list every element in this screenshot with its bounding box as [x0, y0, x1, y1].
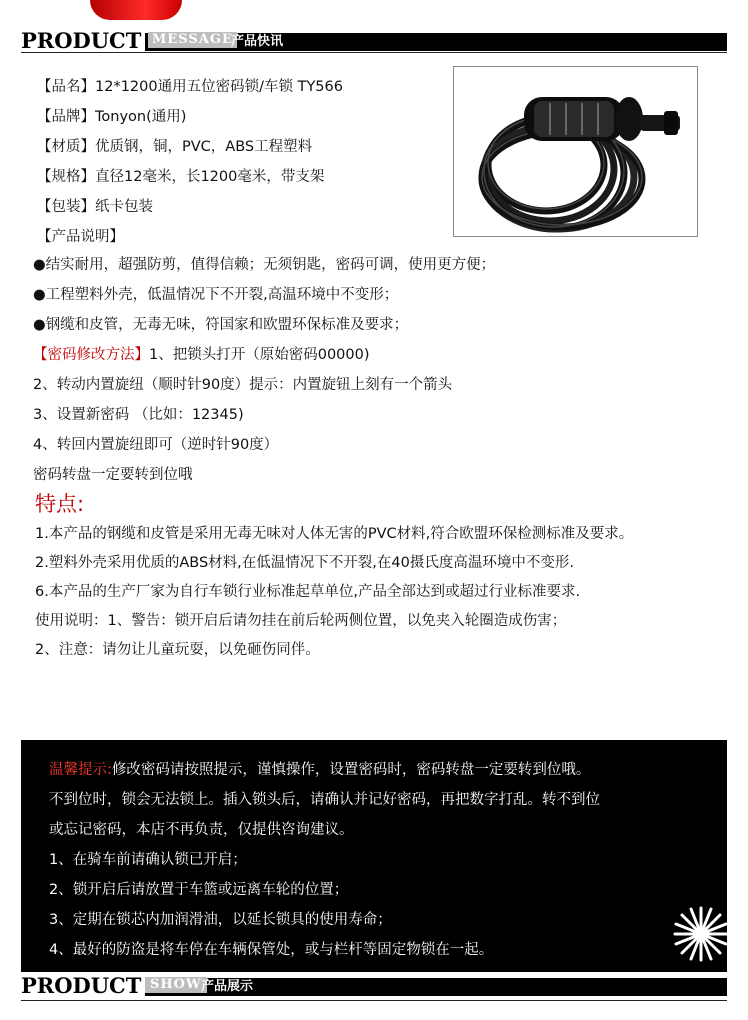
tips-item: 4、最好的防盗是将车停在车辆保管处，或与栏杆等固定物锁在一起。: [49, 942, 494, 958]
desc-line: ●结实耐用，超强防剪，值得信赖；无须钥匙，密码可调，使用更方便；: [33, 257, 496, 273]
features-list: [35, 520, 730, 665]
method-step: 4、转回内置旋纽即可（逆时针90度）: [33, 437, 279, 453]
tips-box: [21, 740, 727, 972]
product-info: [37, 72, 343, 252]
tips-line: 温馨提示:修改密码请按照提示，谨慎操作，设置密码时，密码转盘一定要转到位哦。: [49, 762, 591, 778]
feature-item: 2.塑料外壳采用优质的ABS材料,在低温情况下不开裂,在40摄氏度高温环境中不变形.: [35, 555, 574, 571]
tips-item: 3、定期在锁芯内加润滑油，以延长锁具的使用寿命；: [49, 912, 392, 928]
header-cn-label: 产品展示: [201, 979, 254, 994]
decorative-red-shape: [90, 0, 182, 20]
method-note: 密码转盘一定要转到位哦: [33, 467, 193, 483]
info-row-description: 【产品说明】: [37, 229, 124, 245]
method-label: 【密码修改方法】: [33, 347, 149, 363]
header-divider: [21, 52, 727, 53]
tips-highlight: 温馨提示:: [49, 762, 112, 778]
usage-note: 2、注意：请勿让儿童玩耍，以免砸伤同伴。: [35, 642, 320, 658]
feature-item: 1.本产品的钢缆和皮管是采用无毒无味对人体无害的PVC材料,符合欧盟环保检测标准及要求。: [35, 526, 634, 542]
header-cn-label: 产品快讯: [231, 34, 284, 49]
features-title: 特点:: [35, 492, 85, 516]
tips-item: 2、锁开启后请放置于车篮或远离车轮的位置；: [49, 882, 349, 898]
feature-item: 6.本产品的生产厂家为自行车锁行业标准起草单位,产品全部达到或超过行业标准要求.: [35, 584, 581, 600]
info-row-brand: 【品牌】Tonyon(通用): [37, 109, 187, 125]
info-row-spec: 【规格】直径12毫米，长1200毫米，带支架: [37, 169, 325, 185]
method-step: 3、设置新密码 （比如：12345): [33, 407, 244, 423]
method-step: 2、转动内置旋纽（顺时针90度）提示：内置旋钮上刻有一个箭头: [33, 377, 453, 393]
header-title: PRODUCT: [21, 29, 145, 53]
info-row-material: 【材质】优质钢，铜，PVC，ABS工程塑料: [37, 139, 313, 155]
usage-warning: 使用说明：1、警告：锁开启后请勿挂在前后轮两侧位置，以免夹入轮圈造成伤害；: [35, 613, 567, 629]
tips-item: 1、在骑车前请确认锁已开启；: [49, 852, 247, 868]
info-row-package: 【包装】纸卡包装: [37, 199, 153, 215]
info-row-name: 【品名】12*1200通用五位密码锁/车锁 TY566: [37, 79, 343, 95]
tips-line: 或忘记密码，本店不再负责，仅提供咨询建议。: [49, 822, 354, 838]
header-title: PRODUCT: [21, 974, 145, 998]
tips-line: 不到位时，锁会无法锁上。插入锁头后，请确认并记好密码，再把数字打乱。转不到位: [49, 792, 600, 808]
product-message-header: [21, 28, 727, 53]
desc-line: ●钢缆和皮管，无毒无味，符国家和欧盟环保标准及要求；: [33, 317, 409, 333]
footer-divider: [21, 1000, 727, 1001]
method-first-line: 【密码修改方法】1、把锁头打开（原始密码00000): [33, 347, 370, 363]
header-subtitle: MESSAGE: [148, 32, 237, 48]
description-section: [33, 250, 495, 490]
product-show-header: [21, 973, 727, 998]
product-photo: [453, 66, 698, 237]
cable-lock-illustration: [454, 67, 697, 236]
header-subtitle: SHOW: [145, 977, 207, 993]
starburst-icon: [673, 906, 729, 962]
desc-line: ●工程塑料外壳，低温情况下不开裂,高温环境中不变形；: [33, 287, 399, 303]
